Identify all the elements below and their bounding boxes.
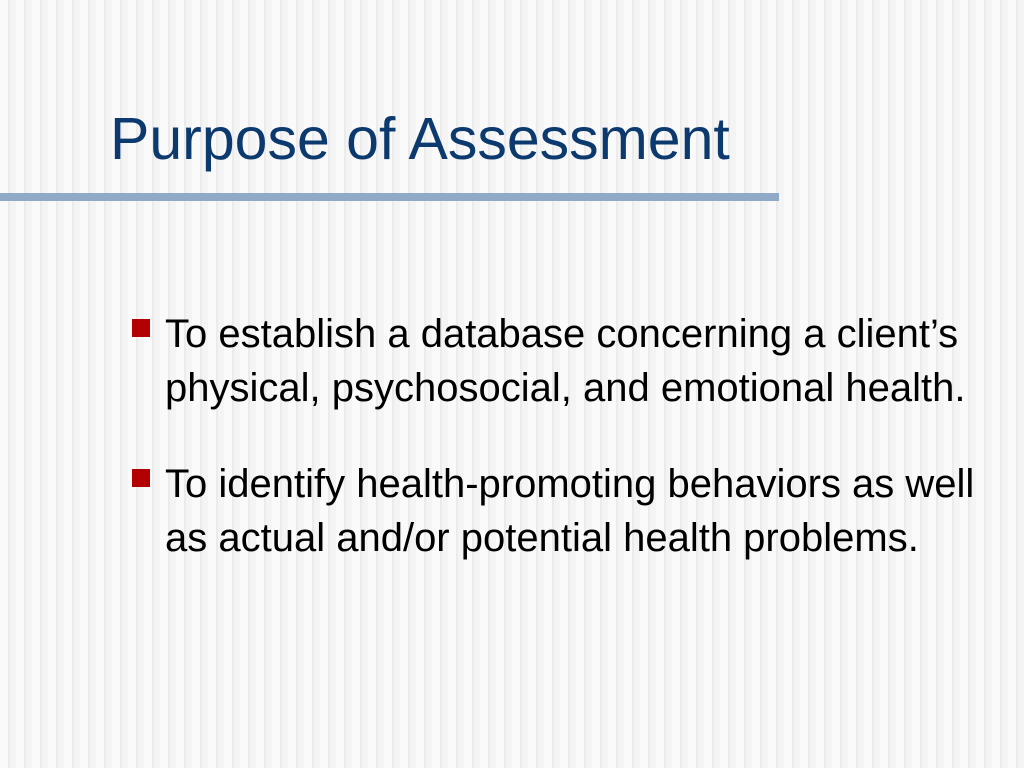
bullet-text: To identify health-promoting behaviors as well as actual and/or potential health problems. <box>165 462 975 560</box>
bullet-item <box>130 457 990 565</box>
bullet-list <box>130 307 990 607</box>
square-bullet-icon <box>132 469 150 487</box>
title-underline <box>0 193 779 201</box>
bullet-item <box>130 307 990 415</box>
slide-title: Purpose of Assessment <box>110 106 730 172</box>
bullet-text: To establish a database concerning a client’s physical, psychosocial, and emotional health. <box>165 312 966 410</box>
square-bullet-icon <box>132 319 150 337</box>
